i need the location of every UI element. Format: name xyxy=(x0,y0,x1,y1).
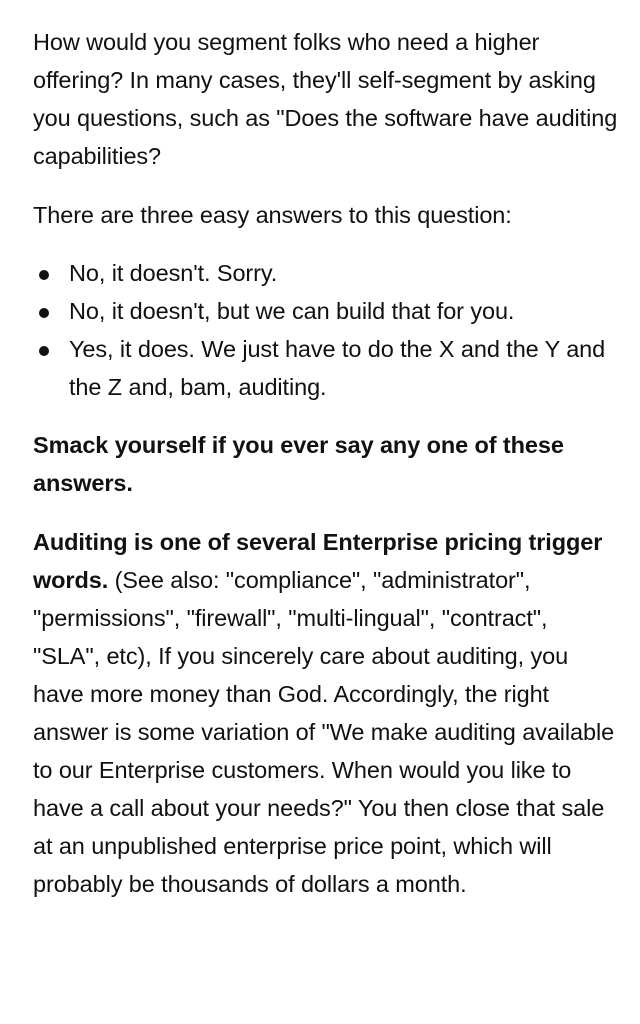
bullet-icon xyxy=(39,270,49,280)
paragraph-three-answers-intro: There are three easy answers to this question: xyxy=(33,202,512,228)
paragraph-trigger-words xyxy=(33,523,618,903)
list-item-text: Yes, it does. We just have to do the X and the Y and the Z and, bam, auditing. xyxy=(69,336,606,400)
trigger-words-text: (See also: "compliance", "administrator", "permissions", "firewall", "multi-lingual", "contract", "SLA", etc), If you sincerely care about auditing, you have more money than God. Accordingly, the right answer is some variation of "We make auditing available to our Enterprise customers. When would you like to have a call about your needs?" You then close that sale at an unpublished enterprise price point, which will probably be thousands of dollars a month. xyxy=(33,567,615,897)
trigger-words-heading: Auditing is one of several Enterprise pricing trigger words. xyxy=(33,529,603,593)
list-item-text: No, it doesn't. Sorry. xyxy=(69,260,278,286)
answers-list xyxy=(33,254,618,406)
bullet-icon xyxy=(39,308,49,318)
bullet-icon xyxy=(39,346,49,356)
list-item xyxy=(33,330,618,406)
list-item-text: No, it doesn't, but we can build that for you. xyxy=(69,298,515,324)
paragraph-smack-yourself: Smack yourself if you ever say any one of these answers. xyxy=(33,432,564,496)
list-item xyxy=(33,254,618,292)
list-item xyxy=(33,292,618,330)
paragraph-segmentation: How would you segment folks who need a higher offering? In many cases, they'll self-segment by asking you questions, such as "Does the software have auditing capabilities? xyxy=(33,29,618,169)
